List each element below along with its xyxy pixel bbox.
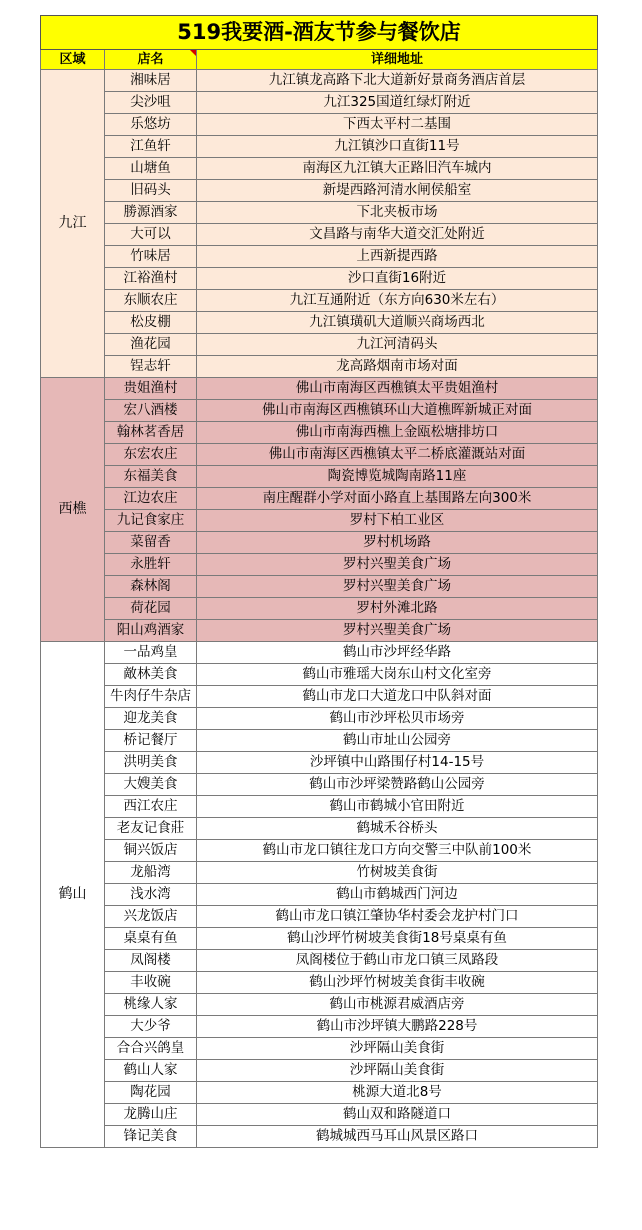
address-cell: 鹤山市龙口镇江肇协华村委会龙护村门口: [197, 906, 598, 928]
address-cell: 沙坪镇中山路围仔村14-15号: [197, 752, 598, 774]
restaurant-name-cell: 勝源酒家: [105, 202, 197, 224]
table-row: [41, 356, 598, 378]
address-cell: 九江325国道红绿灯附近: [197, 92, 598, 114]
address-cell: 罗村外滩北路: [197, 598, 598, 620]
address-cell: 沙坪隔山美食街: [197, 1038, 598, 1060]
restaurant-name-cell: 旧码头: [105, 180, 197, 202]
address-cell: 九江镇龙高路下北大道新好景商务酒店首层: [197, 70, 598, 92]
address-cell: 鹤山市沙坪梁赞路鹤山公园旁: [197, 774, 598, 796]
table-row: [41, 400, 598, 422]
table-row: [41, 884, 598, 906]
address-cell: 下北夹板市场: [197, 202, 598, 224]
restaurant-name-cell: 渔花园: [105, 334, 197, 356]
address-cell: 罗村兴聖美食广场: [197, 576, 598, 598]
address-cell: 鹤山市鹤城西门河边: [197, 884, 598, 906]
restaurant-name-cell: 合合兴鸽皇: [105, 1038, 197, 1060]
table-row: [41, 774, 598, 796]
restaurant-name-cell: 浅水湾: [105, 884, 197, 906]
restaurant-name-cell: 铜兴饭店: [105, 840, 197, 862]
table-row: [41, 1104, 598, 1126]
address-cell: 新堤西路河清水闸侯船室: [197, 180, 598, 202]
restaurant-name-cell: 锋记美食: [105, 1126, 197, 1148]
table-row: [41, 576, 598, 598]
region-header: 区域: [41, 50, 105, 70]
restaurant-name-cell: 桃缘人家: [105, 994, 197, 1016]
address-cell: 沙口直街16附近: [197, 268, 598, 290]
restaurant-name-cell: 兴龙饭店: [105, 906, 197, 928]
address-cell: 罗村下柏工业区: [197, 510, 598, 532]
restaurant-table: [40, 15, 598, 1148]
table-row: [41, 554, 598, 576]
address-cell: 佛山市南海区西樵镇环山大道樵晖新城正对面: [197, 400, 598, 422]
address-cell: 鹤山沙坪竹树坡美食街丰收碗: [197, 972, 598, 994]
restaurant-name-cell: 龙腾山庄: [105, 1104, 197, 1126]
table-row: [41, 312, 598, 334]
table-row: [41, 92, 598, 114]
table-row: [41, 158, 598, 180]
table-row: [41, 136, 598, 158]
table-row: [41, 268, 598, 290]
table-row: [41, 796, 598, 818]
table-row: [41, 840, 598, 862]
restaurant-name-cell: 凤阁楼: [105, 950, 197, 972]
table-row: [41, 224, 598, 246]
address-cell: 罗村兴聖美食广场: [197, 620, 598, 642]
address-cell: 佛山市南海区西樵镇太平贵姐渔村: [197, 378, 598, 400]
address-cell: 鹤山市雅瑶大岗东山村文化室旁: [197, 664, 598, 686]
region-cell: 九江: [41, 70, 105, 378]
restaurant-name-cell: 东宏农庄: [105, 444, 197, 466]
restaurant-name-cell: 九记食家庄: [105, 510, 197, 532]
table-row: [41, 1038, 598, 1060]
table-row: [41, 730, 598, 752]
restaurant-name-cell: 东顺农庄: [105, 290, 197, 312]
table-row: [41, 906, 598, 928]
address-cell: 鹤城城西马耳山风景区路口: [197, 1126, 598, 1148]
restaurant-name-cell: 荷花园: [105, 598, 197, 620]
address-cell: 鹤山市龙口镇往龙口方向交警三中队前100米: [197, 840, 598, 862]
address-cell: 下西太平村二基围: [197, 114, 598, 136]
address-cell: 南庄醒群小学对面小路直上基围路左向300米: [197, 488, 598, 510]
address-cell: 龙高路烟南市场对面: [197, 356, 598, 378]
restaurant-name-cell: 江裕渔村: [105, 268, 197, 290]
restaurant-name-cell: 松皮棚: [105, 312, 197, 334]
restaurant-name-cell: 菜留香: [105, 532, 197, 554]
address-cell: 鹤山市沙坪镇大鹏路228号: [197, 1016, 598, 1038]
table-row: [41, 246, 598, 268]
table-row: [41, 598, 598, 620]
address-cell: 桃源大道北8号: [197, 1082, 598, 1104]
address-cell: 罗村机场路: [197, 532, 598, 554]
address-cell: 九江河清码头: [197, 334, 598, 356]
restaurant-name-cell: 贵姐渔村: [105, 378, 197, 400]
restaurant-name-cell: 江边农庄: [105, 488, 197, 510]
address-cell: 佛山市南海西樵上金瓯松塘排坊口: [197, 422, 598, 444]
table-row: [41, 994, 598, 1016]
title-row: [41, 16, 598, 50]
table-row: [41, 180, 598, 202]
restaurant-name-cell: 桥记餐厅: [105, 730, 197, 752]
region-cell: 西樵: [41, 378, 105, 642]
restaurant-name-cell: 桌桌有鱼: [105, 928, 197, 950]
restaurant-name-cell: 尖沙咀: [105, 92, 197, 114]
table-row: [41, 510, 598, 532]
table-row: [41, 818, 598, 840]
address-cell: 九江互通附近（东方向630米左右）: [197, 290, 598, 312]
restaurant-name-cell: 大嫂美食: [105, 774, 197, 796]
restaurant-name-cell: 竹味居: [105, 246, 197, 268]
restaurant-name-cell: 丰收碗: [105, 972, 197, 994]
restaurant-name-cell: 牛肉仔牛杂店: [105, 686, 197, 708]
table-row: [41, 972, 598, 994]
address-cell: 鹤山双和路隧道口: [197, 1104, 598, 1126]
restaurant-name-cell: 森林阁: [105, 576, 197, 598]
address-header: 详细地址: [197, 50, 598, 70]
table-row: [41, 1126, 598, 1148]
restaurant-name-cell: 大少爷: [105, 1016, 197, 1038]
region-cell: 鹤山: [41, 642, 105, 1148]
restaurant-name-cell: 永胜轩: [105, 554, 197, 576]
restaurant-name-cell: 乐悠坊: [105, 114, 197, 136]
address-cell: 南海区九江镇大正路旧汽车城内: [197, 158, 598, 180]
restaurant-name-cell: 老友记食莊: [105, 818, 197, 840]
restaurant-name-cell: 东福美食: [105, 466, 197, 488]
restaurant-name-cell: 江鱼轩: [105, 136, 197, 158]
table-row: [41, 532, 598, 554]
table-row: [41, 686, 598, 708]
table-row: [41, 752, 598, 774]
restaurant-name-cell: 一品鸡皇: [105, 642, 197, 664]
restaurant-name-cell: 西江农庄: [105, 796, 197, 818]
address-cell: 鹤山市沙坪松贝市场旁: [197, 708, 598, 730]
name-header: 店名: [105, 50, 197, 70]
table-row: [41, 664, 598, 686]
address-cell: 鹤山市龙口大道龙口中队斜对面: [197, 686, 598, 708]
address-cell: 鹤城禾谷桥头: [197, 818, 598, 840]
table-row: [41, 862, 598, 884]
restaurant-name-cell: 宏八酒楼: [105, 400, 197, 422]
address-cell: 鹤山沙坪竹树坡美食街18号桌桌有鱼: [197, 928, 598, 950]
address-cell: 竹树坡美食街: [197, 862, 598, 884]
restaurant-name-cell: 鹤山人家: [105, 1060, 197, 1082]
restaurant-name-cell: 锃志轩: [105, 356, 197, 378]
address-cell: 鹤山市址山公园旁: [197, 730, 598, 752]
address-cell: 九江镇沙口直街11号: [197, 136, 598, 158]
table-row: [41, 466, 598, 488]
address-cell: 佛山市南海区西樵镇太平二桥底灌溉站对面: [197, 444, 598, 466]
restaurant-sheet: [40, 15, 597, 1148]
table-row: [41, 334, 598, 356]
table-row: [41, 1016, 598, 1038]
table-row: [41, 642, 598, 664]
restaurant-name-cell: 龙船湾: [105, 862, 197, 884]
restaurant-name-cell: 阳山鸡酒家: [105, 620, 197, 642]
sheet-title: 519我要酒-酒友节参与餐饮店: [41, 16, 598, 50]
restaurant-name-cell: 敵林美食: [105, 664, 197, 686]
table-row: [41, 202, 598, 224]
restaurant-name-cell: 陶花园: [105, 1082, 197, 1104]
restaurant-name-cell: 洪明美食: [105, 752, 197, 774]
address-cell: 罗村兴聖美食广场: [197, 554, 598, 576]
table-row: [41, 620, 598, 642]
table-row: [41, 928, 598, 950]
address-cell: 鹤山市鹤城小官田附近: [197, 796, 598, 818]
table-row: [41, 290, 598, 312]
table-row: [41, 708, 598, 730]
table-row: [41, 1060, 598, 1082]
table-row: [41, 378, 598, 400]
restaurant-name-cell: 迎龙美食: [105, 708, 197, 730]
table-row: [41, 444, 598, 466]
table-row: [41, 70, 598, 92]
restaurant-name-cell: 湘味居: [105, 70, 197, 92]
address-cell: 文昌路与南华大道交汇处附近: [197, 224, 598, 246]
table-row: [41, 114, 598, 136]
address-cell: 凤阁楼位于鹤山市龙口镇三凤路段: [197, 950, 598, 972]
table-row: [41, 422, 598, 444]
address-cell: 鹤山市沙坪经华路: [197, 642, 598, 664]
restaurant-name-cell: 翰林茗香居: [105, 422, 197, 444]
table-row: [41, 488, 598, 510]
table-row: [41, 950, 598, 972]
address-cell: 上西新提西路: [197, 246, 598, 268]
header-row: [41, 50, 598, 70]
address-cell: 陶瓷博览城陶南路11座: [197, 466, 598, 488]
restaurant-name-cell: 大可以: [105, 224, 197, 246]
address-cell: 九江镇璜矶大道顺兴商场西北: [197, 312, 598, 334]
address-cell: 沙坪隔山美食街: [197, 1060, 598, 1082]
address-cell: 鹤山市桃源君威酒店旁: [197, 994, 598, 1016]
restaurant-name-cell: 山塘鱼: [105, 158, 197, 180]
table-row: [41, 1082, 598, 1104]
